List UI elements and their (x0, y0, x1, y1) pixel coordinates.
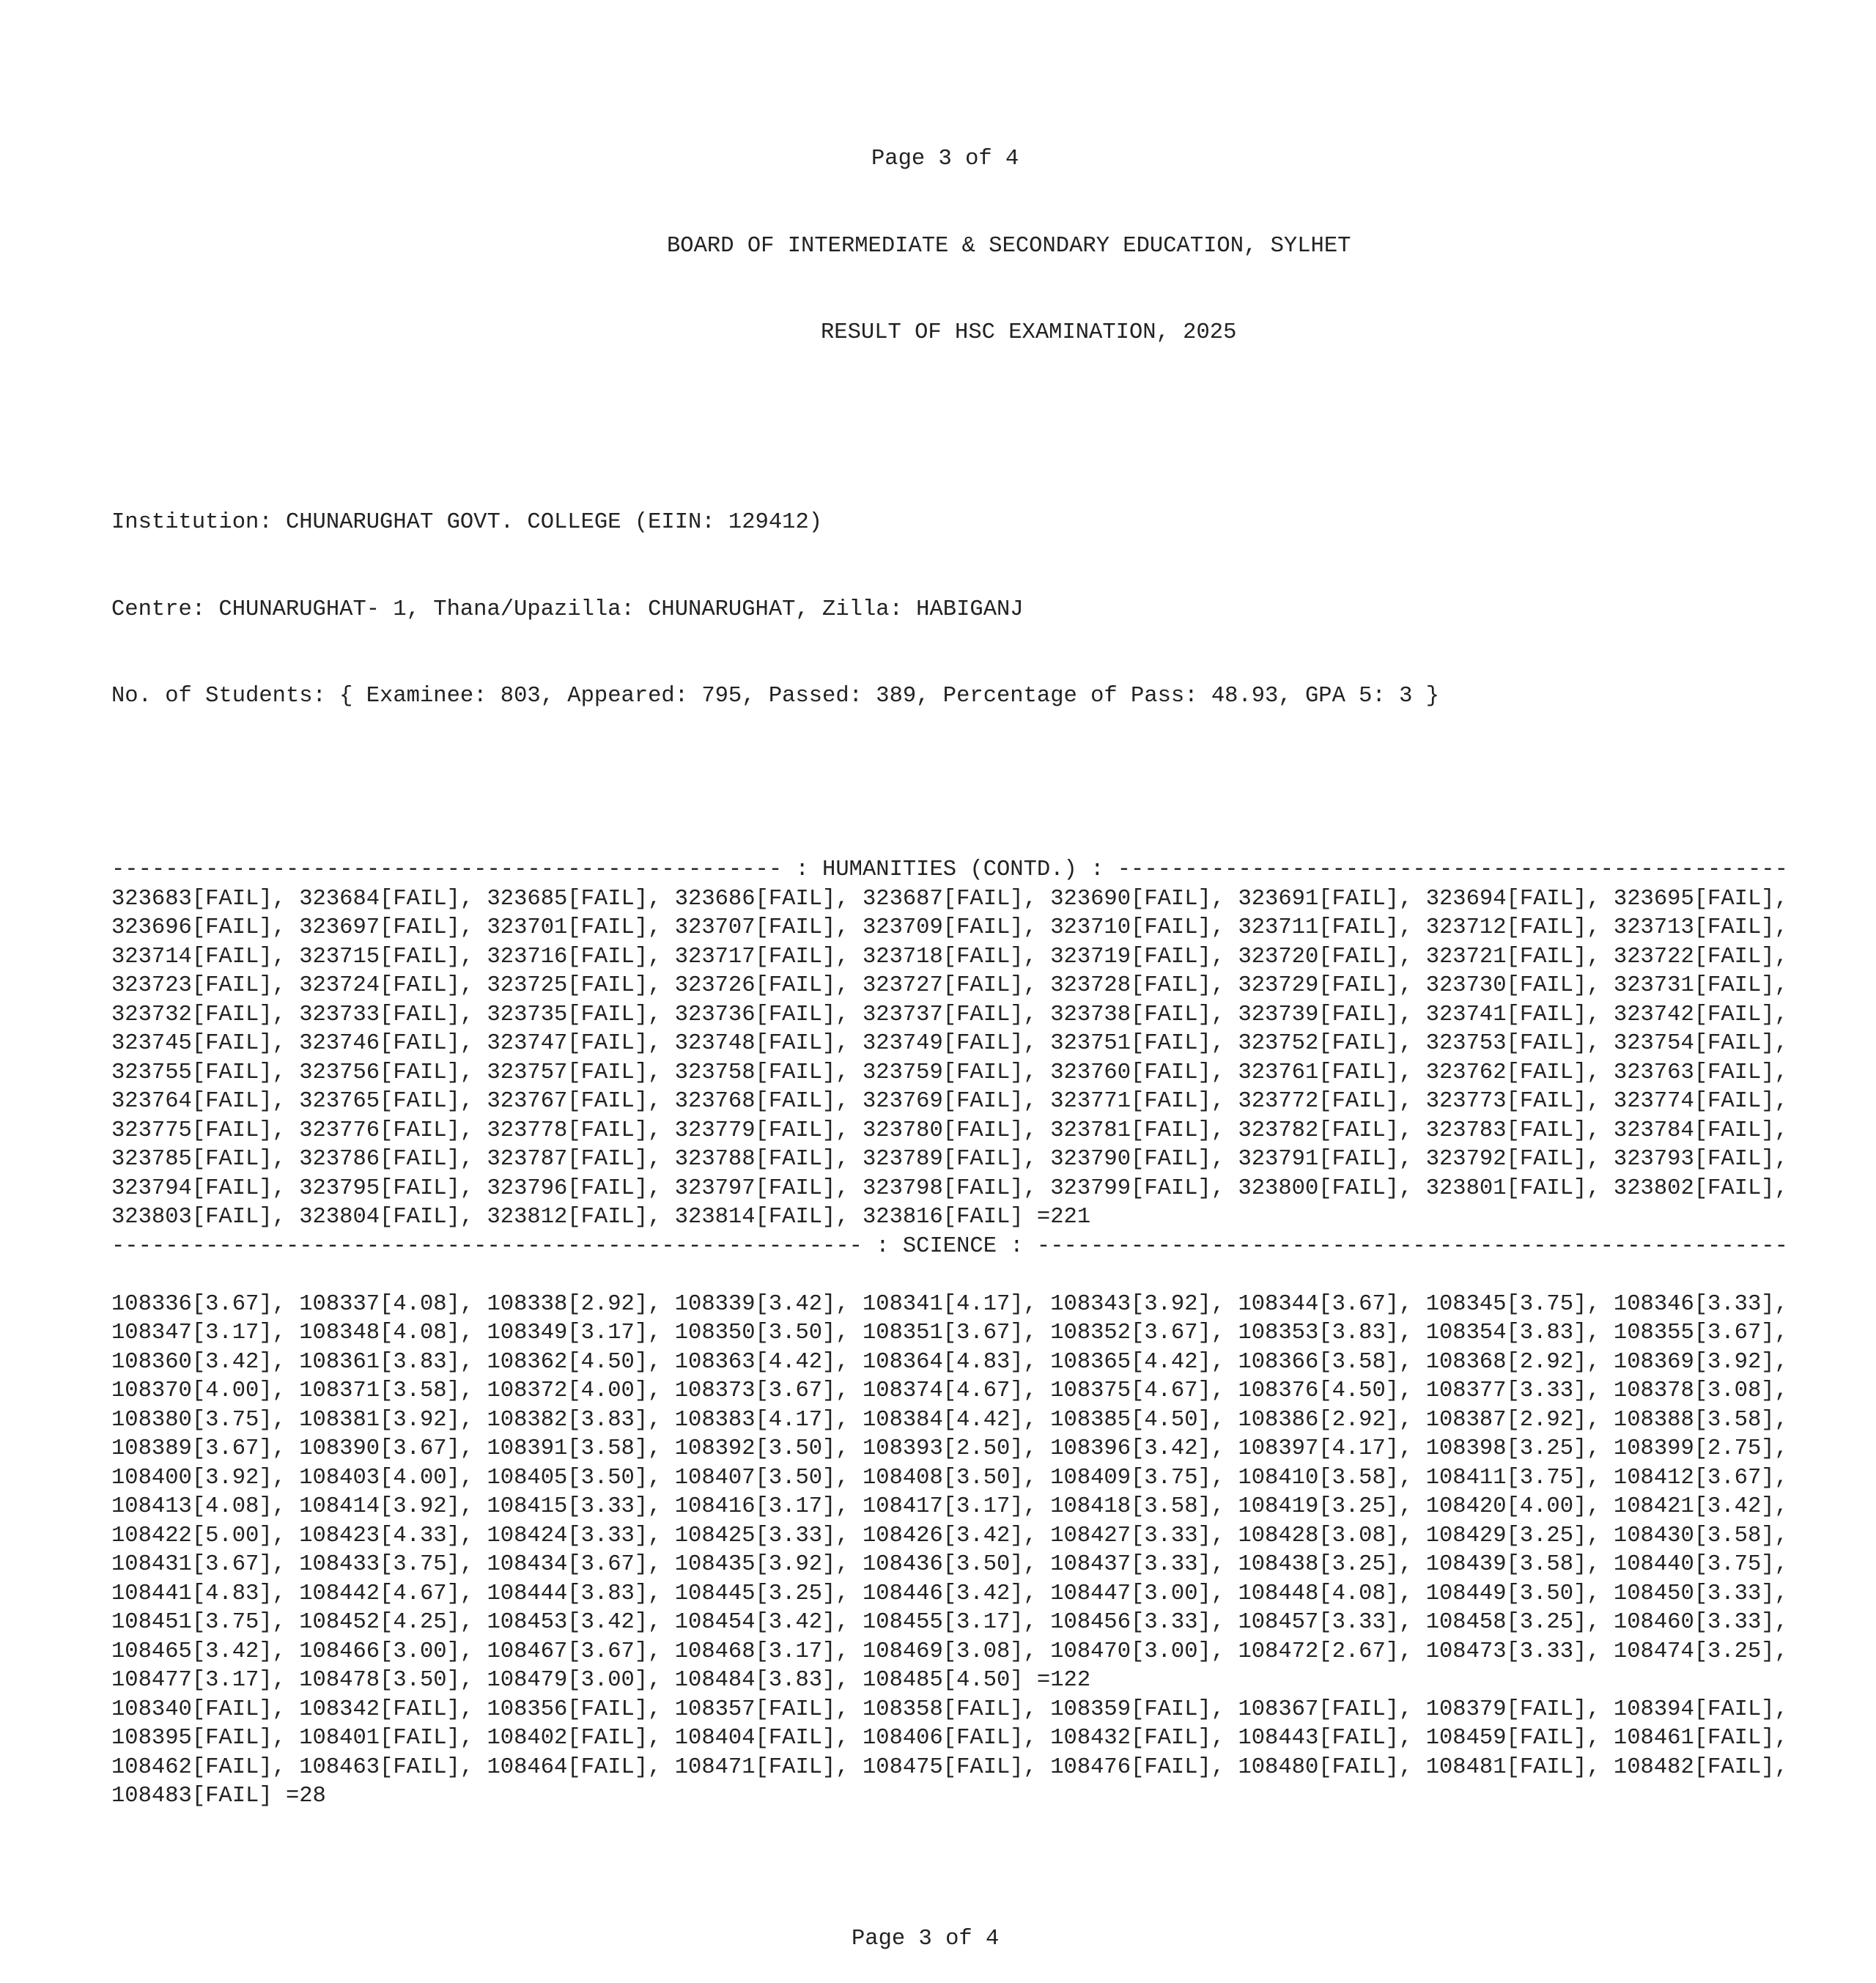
result-line: 323745[FAIL], 323746[FAIL], 323747[FAIL], 323748[FAIL], 323749[FAIL], 323751[FAIL], 323752[FAIL], 323753[FAIL], 323754[FAIL], (111, 1031, 1788, 1056)
page-header-label: Page 3 of 4 (871, 147, 1019, 171)
section-separator: -------------------------------------------------------- : SCIENCE : -------------------------------------------------------- (111, 1233, 1788, 1259)
result-line: 108413[4.08], 108414[3.92], 108415[3.33], 108416[3.17], 108417[3.17], 108418[3.58], 108419[3.25], 108420[4.00], 108421[3.42], (111, 1494, 1788, 1519)
result-line: 108400[3.92], 108403[4.00], 108405[3.50], 108407[3.50], 108408[3.50], 108409[3.75], 108410[3.58], 108411[3.75], 108412[3.67], (111, 1465, 1788, 1491)
board-title: BOARD OF INTERMEDIATE & SECONDARY EDUCATION, SYLHET (667, 233, 1351, 259)
institution-line: Institution: CHUNARUGHAT GOVT. COLLEGE (EIIN: 129412) (111, 510, 823, 535)
result-line: 323696[FAIL], 323697[FAIL], 323701[FAIL], 323707[FAIL], 323709[FAIL], 323710[FAIL], 323711[FAIL], 323712[FAIL], 323713[FAIL], (111, 915, 1788, 940)
result-line: 108340[FAIL], 108342[FAIL], 108356[FAIL], 108357[FAIL], 108358[FAIL], 108359[FAIL], 108367[FAIL], 108379[FAIL], 108394[FAIL], (111, 1696, 1788, 1722)
result-line: 323723[FAIL], 323724[FAIL], 323725[FAIL], 323726[FAIL], 323727[FAIL], 323728[FAIL], 323729[FAIL], 323730[FAIL], 323731[FAIL], (111, 973, 1788, 998)
result-line: 323794[FAIL], 323795[FAIL], 323796[FAIL], 323797[FAIL], 323798[FAIL], 323799[FAIL], 323800[FAIL], 323801[FAIL], 323802[FAIL], (111, 1175, 1788, 1201)
result-line: 323775[FAIL], 323776[FAIL], 323778[FAIL], 323779[FAIL], 323780[FAIL], 323781[FAIL], 323782[FAIL], 323783[FAIL], 323784[FAIL], (111, 1118, 1788, 1143)
result-line: 323785[FAIL], 323786[FAIL], 323787[FAIL], 323788[FAIL], 323789[FAIL], 323790[FAIL], 323791[FAIL], 323792[FAIL], 323793[FAIL], (111, 1147, 1788, 1172)
result-line: 108395[FAIL], 108401[FAIL], 108402[FAIL], 108404[FAIL], 108406[FAIL], 108432[FAIL], 108443[FAIL], 108459[FAIL], 108461[FAIL], (111, 1726, 1788, 1751)
result-line: 108389[3.67], 108390[3.67], 108391[3.58], 108392[3.50], 108393[2.50], 108396[3.42], 108397[4.17], 108398[3.25], 108399[2.75], (111, 1436, 1788, 1461)
result-line: 108380[3.75], 108381[3.92], 108382[3.83], 108383[4.17], 108384[4.42], 108385[4.50], 108386[2.92], 108387[2.92], 108388[3.58], (111, 1407, 1788, 1433)
page-footer-label: Page 3 of 4 (852, 1927, 1000, 1951)
result-line: 108347[3.17], 108348[4.08], 108349[3.17], 108350[3.50], 108351[3.67], 108352[3.67], 108353[3.83], 108354[3.83], 108355[3.67], (111, 1321, 1788, 1345)
result-line: 323803[FAIL], 323804[FAIL], 323812[FAIL], 323814[FAIL], 323816[FAIL] =221 (111, 1205, 1091, 1230)
result-line: 108465[3.42], 108466[3.00], 108467[3.67], 108468[3.17], 108469[3.08], 108470[3.00], 108472[2.67], 108473[3.33], 108474[3.25], (111, 1639, 1788, 1664)
result-line: 108336[3.67], 108337[4.08], 108338[2.92], 108339[3.42], 108341[4.17], 108343[3.92], 108344[3.67], 108345[3.75], 108346[3.33], (111, 1291, 1788, 1317)
result-line: 108477[3.17], 108478[3.50], 108479[3.00], 108484[3.83], 108485[4.50] =122 (111, 1668, 1091, 1693)
result-sections (111, 856, 1876, 1812)
result-line: 108422[5.00], 108423[4.33], 108424[3.33], 108425[3.33], 108426[3.42], 108427[3.33], 108428[3.08], 108429[3.25], 108430[3.58], (111, 1523, 1788, 1548)
result-line: 108462[FAIL], 108463[FAIL], 108464[FAIL], 108471[FAIL], 108475[FAIL], 108476[FAIL], 108480[FAIL], 108481[FAIL], 108482[FAIL], (111, 1754, 1788, 1780)
result-line: 323683[FAIL], 323684[FAIL], 323685[FAIL], 323686[FAIL], 323687[FAIL], 323690[FAIL], 323691[FAIL], 323694[FAIL], 323695[FAIL], (111, 886, 1788, 912)
result-line: 323764[FAIL], 323765[FAIL], 323767[FAIL], 323768[FAIL], 323769[FAIL], 323771[FAIL], 323772[FAIL], 323773[FAIL], 323774[FAIL], (111, 1089, 1788, 1114)
result-line: 108441[4.83], 108442[4.67], 108444[3.83], 108445[3.25], 108446[3.42], 108447[3.00], 108448[4.08], 108449[3.50], 108450[3.33], (111, 1581, 1788, 1606)
result-line: 108370[4.00], 108371[3.58], 108372[4.00], 108373[3.67], 108374[4.67], 108375[4.67], 108376[4.50], 108377[3.33], 108378[3.08], (111, 1378, 1788, 1403)
students-summary-line: No. of Students: { Examinee: 803, Appeared: 795, Passed: 389, Percentage of Pass: 48.93, GPA 5: 3 } (111, 684, 1439, 709)
result-line: 108483[FAIL] =28 (111, 1784, 326, 1809)
result-line: 323755[FAIL], 323756[FAIL], 323757[FAIL], 323758[FAIL], 323759[FAIL], 323760[FAIL], 323761[FAIL], 323762[FAIL], 323763[FAIL], (111, 1060, 1788, 1085)
centre-line: Centre: CHUNARUGHAT- 1, Thana/Upazilla: CHUNARUGHAT, Zilla: HABIGANJ (111, 597, 1024, 622)
section-separator: -------------------------------------------------- : HUMANITIES (CONTD.) : -------------------------------------------------- (111, 857, 1788, 882)
institution-info-block (111, 451, 1876, 769)
blank-line (111, 1261, 1876, 1290)
exam-title: RESULT OF HSC EXAMINATION, 2025 (821, 320, 1237, 345)
result-line: 323732[FAIL], 323733[FAIL], 323735[FAIL], 323736[FAIL], 323737[FAIL], 323738[FAIL], 323739[FAIL], 323741[FAIL], 323742[FAIL], (111, 1002, 1788, 1027)
result-line: 323714[FAIL], 323715[FAIL], 323716[FAIL], 323717[FAIL], 323718[FAIL], 323719[FAIL], 323720[FAIL], 323721[FAIL], 323722[FAIL], (111, 944, 1788, 970)
result-line: 108360[3.42], 108361[3.83], 108362[4.50], 108363[4.42], 108364[4.83], 108365[4.42], 108366[3.58], 108368[2.92], 108369[3.92], (111, 1349, 1788, 1375)
result-line: 108431[3.67], 108433[3.75], 108434[3.67], 108435[3.92], 108436[3.50], 108437[3.33], 108438[3.25], 108439[3.58], 108440[3.75], (111, 1552, 1788, 1577)
result-line: 108451[3.75], 108452[4.25], 108453[3.42], 108454[3.42], 108455[3.17], 108456[3.33], 108457[3.33], 108458[3.25], 108460[3.33], (111, 1610, 1788, 1635)
